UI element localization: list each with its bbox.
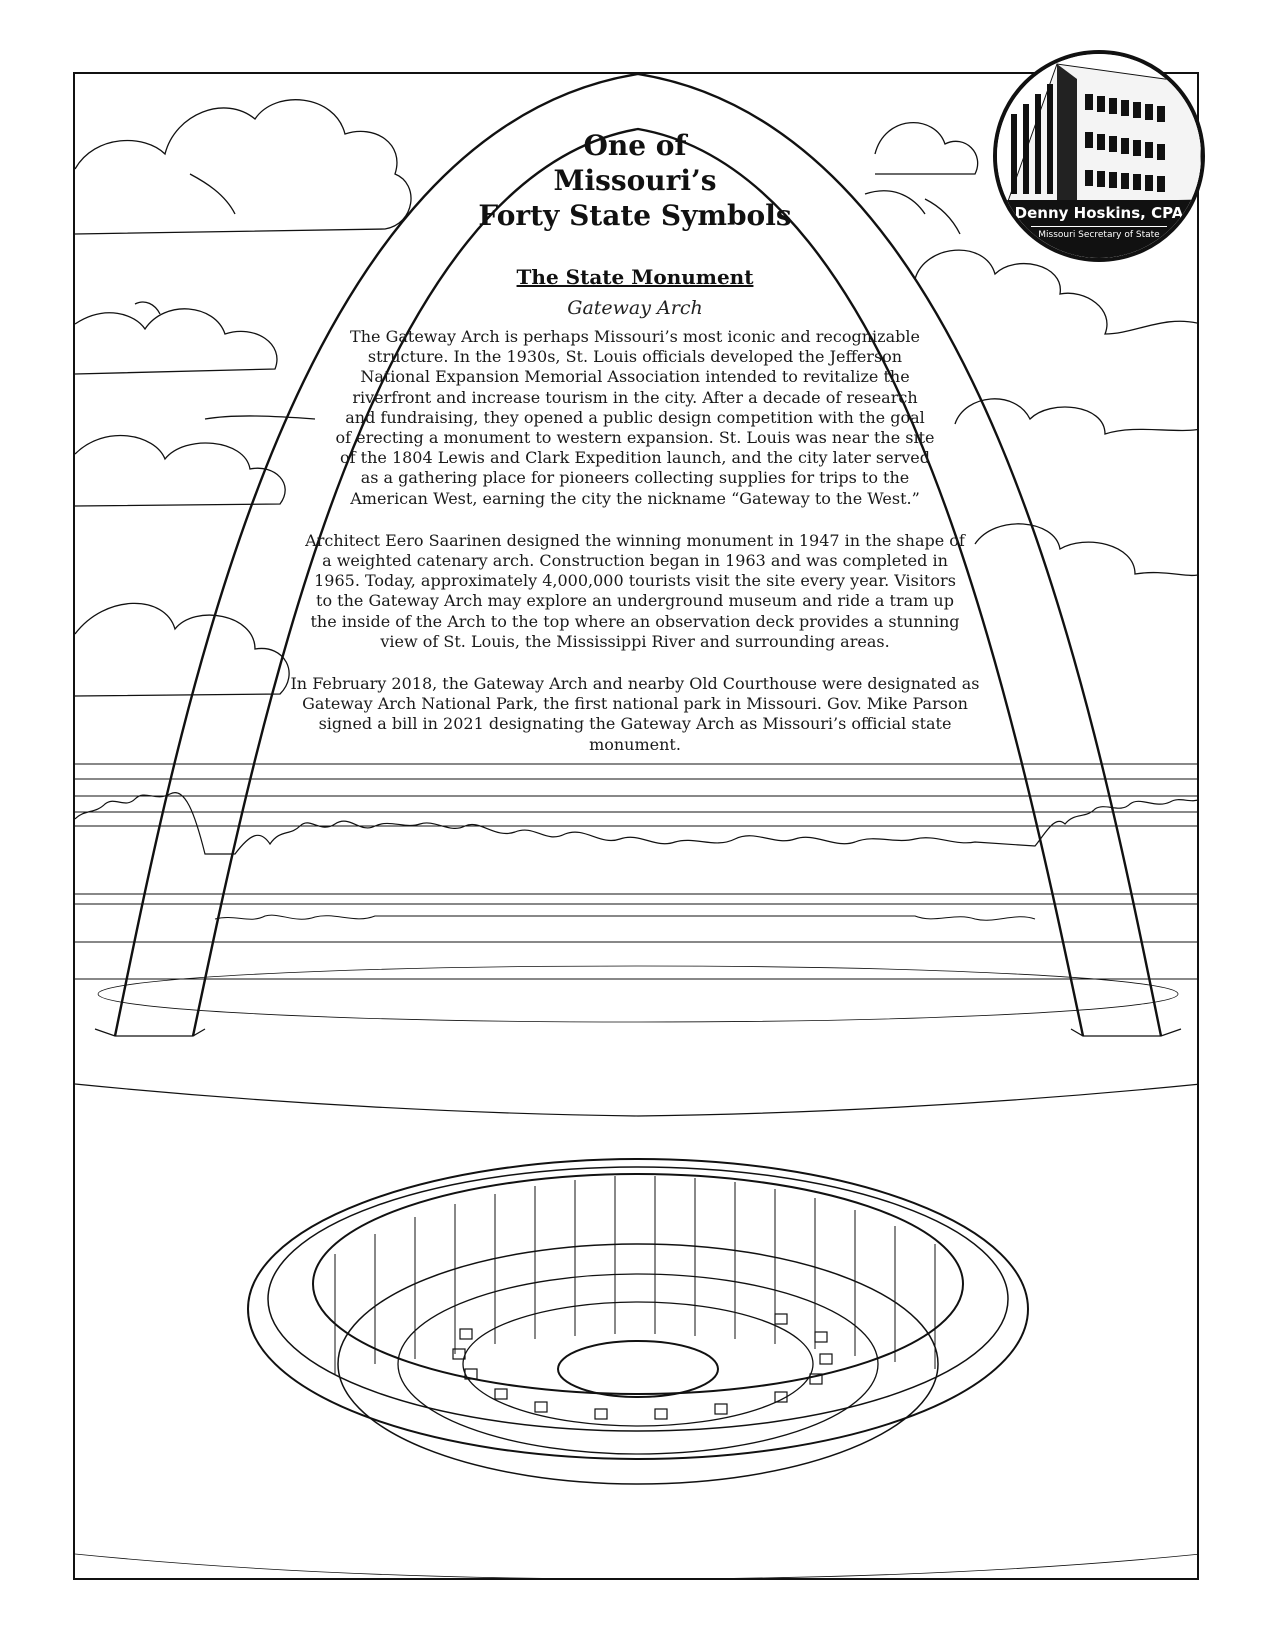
page-title-line-2: Missouri’s: [553, 164, 717, 197]
museum-entrance: [248, 1159, 1028, 1484]
page-title-line-1: One of: [583, 129, 687, 162]
symbol-name: Gateway Arch: [567, 297, 703, 319]
seal-official-title: Missouri Secretary of State: [1038, 230, 1160, 240]
designation-paragraph: In February 2018, the Gateway Arch and nearby Old Courthouse were designated as Gateway Arch National Park, the first national park in Missouri. Gov. Mike Parson signed a bill in 2021 designating the Gateway Arch as Missouri’s official state monument.: [290, 674, 980, 754]
arch-left-base: [95, 1029, 205, 1036]
symbol-description: [270, 128, 1000, 755]
ground-line: [75, 1084, 1199, 1116]
design-paragraph: Architect Eero Saarinen designed the winning monument in 1947 in the shape of a weighted catenary arch. Construction began in 1963 and was completed in 1965. Today, approximately 4,000,000 tourists visit the site every year. Visitors to the Gateway Arch may explore an underground museum and ride a tram up the inside of the Arch to the top where an observation deck provides a stunning view of St. Louis, the Mississippi River and surrounding areas.: [305, 530, 965, 651]
lower-ground-line: [75, 1554, 1199, 1579]
secretary-of-state-seal: [993, 50, 1205, 262]
seal-official-name: Denny Hoskins, CPA: [1014, 204, 1184, 222]
history-paragraph: The Gateway Arch is perhaps Missouri’s most iconic and recognizable structure. In the 1930s, St. Louis officials developed the Jefferson National Expansion Memorial Association intended to revitalize the riverfront and increase tourism in the city. After a decade of research and fundraising, they opened a public design competition with the goal of erecting a monument to western expansion. St. Louis was near the site of the 1804 Lewis and Clark Expedition launch, and the city later served as a gathering place for pioneers collecting supplies for trips to the American West, earning the city the nickname “Gateway to the West.”: [335, 327, 935, 508]
seal-divider: [1031, 226, 1167, 227]
symbol-category: The State Monument: [516, 265, 754, 289]
page-title-line-3: Forty State Symbols: [478, 199, 792, 232]
arch-right-base: [1071, 1029, 1181, 1036]
plaza-shadow: [98, 966, 1178, 1022]
